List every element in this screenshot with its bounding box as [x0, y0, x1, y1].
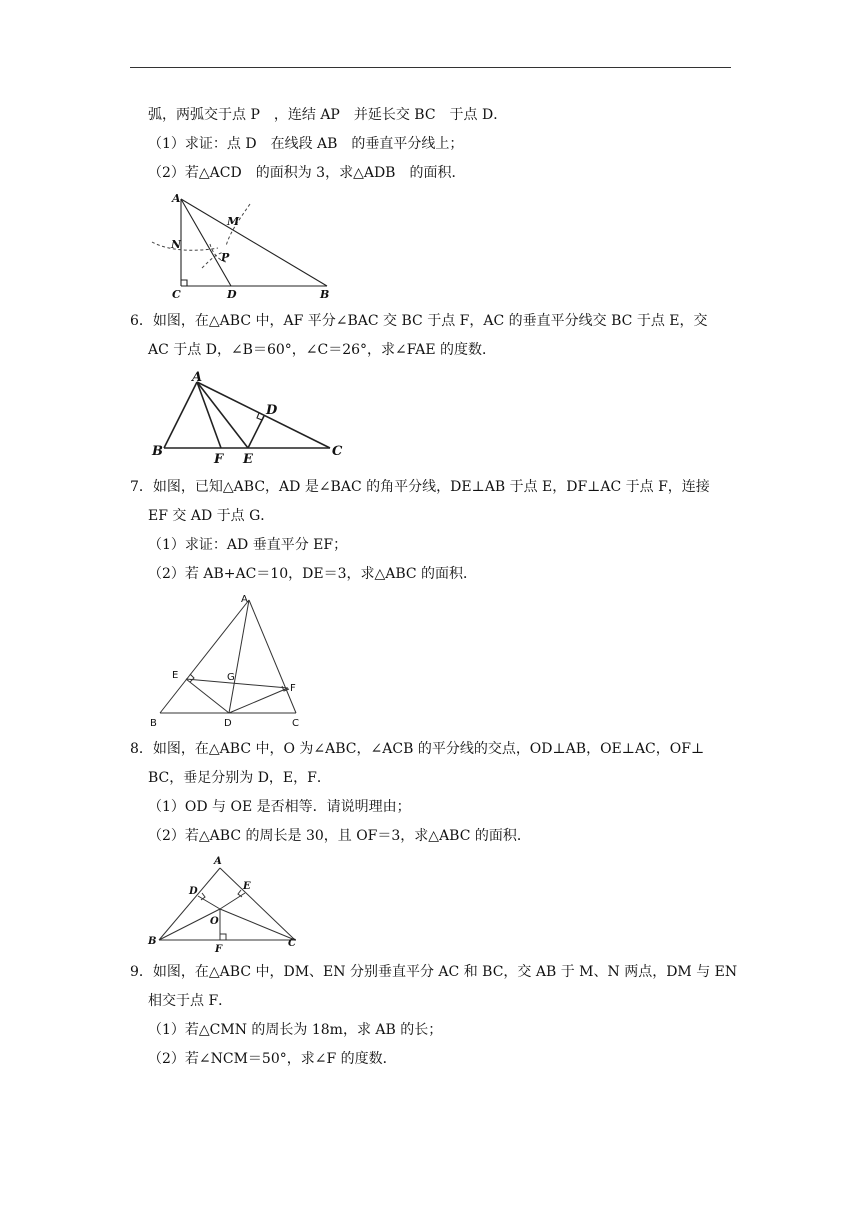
- header-rule: [130, 67, 731, 68]
- label-e: E: [243, 881, 251, 892]
- segment-ab: [164, 382, 197, 448]
- segment-co: [220, 909, 295, 940]
- q6-line-1: 6．如图，在△ABC 中，AF 平分∠BAC 交 BC 于点 F，AC 的垂直平分线交 BC 于点 E，交: [130, 313, 708, 329]
- label-e: E: [172, 670, 179, 681]
- right-angle-d: [201, 893, 205, 900]
- label-c: C: [288, 938, 296, 949]
- segment-ac: [249, 600, 296, 713]
- right-angle-c: [181, 280, 187, 286]
- label-f: F: [290, 683, 296, 694]
- q9-line-2: 相交于点 F．: [148, 993, 233, 1009]
- label-g: G: [227, 672, 235, 683]
- label-p: P: [221, 251, 230, 264]
- q8-part-1: （1）OD 与 OE 是否相等．请说明理由；: [148, 799, 411, 815]
- right-angle-e: [190, 674, 194, 682]
- segment-df: [229, 688, 288, 713]
- segment-de: [186, 679, 229, 713]
- label-c: C: [292, 718, 299, 729]
- q9-line-1: 9．如图，在△ABC 中，DM、EN 分别垂直平分 AC 和 BC，交 AB 于 M、N 两点，DM 与 EN: [130, 964, 738, 980]
- label-f: F: [215, 944, 223, 955]
- figure-q7: [142, 590, 312, 730]
- label-b: B: [152, 444, 163, 459]
- label-c: C: [332, 444, 343, 459]
- q7-line-2: EF 交 AD 于点 G．: [148, 508, 275, 524]
- label-d: D: [189, 886, 198, 897]
- label-b: B: [320, 288, 330, 301]
- label-a: A: [192, 370, 203, 385]
- label-d: D: [227, 288, 237, 301]
- label-m: M: [227, 215, 240, 228]
- segment-ae: [197, 382, 248, 448]
- segment-ed: [248, 416, 264, 448]
- label-d: D: [224, 718, 232, 729]
- figure-q5: [140, 190, 340, 302]
- q5-part-1: （1）求证：点 D 在线段 AB 的垂直平分线上；: [148, 136, 464, 152]
- q7-line-1: 7．如图，已知△ABC，AD 是∠BAC 的角平分线，DE⊥AB 于点 E，DF⊥AC 于点 F，连接: [130, 479, 710, 495]
- segment-od: [198, 896, 220, 909]
- q9-part-2: （2）若∠NCM＝50°，求∠F 的度数．: [148, 1051, 397, 1067]
- label-f: F: [214, 452, 224, 467]
- label-e: E: [243, 452, 253, 467]
- segment-ac: [220, 868, 295, 940]
- figure-q8: [140, 852, 310, 960]
- right-angle-e: [238, 890, 242, 897]
- q7-part-1: （1）求证：AD 垂直平分 EF；: [148, 537, 348, 553]
- q8-line-1: 8．如图，在△ABC 中，O 为∠ABC，∠ACB 的平分线的交点，OD⊥AB，OE⊥AC，OF⊥: [130, 741, 705, 757]
- q5-part-2: （2）若△ACD 的面积为 3，求△ADB 的面积．: [148, 165, 466, 181]
- label-o: O: [210, 916, 219, 927]
- segment-ab: [181, 199, 327, 286]
- q7-part-2: （2）若 AB+AC＝10，DE＝3，求△ABC 的面积．: [148, 566, 478, 582]
- label-a: A: [241, 594, 248, 605]
- q9-part-1: （1）若△CMN 的周长为 18m，求 AB 的长；: [148, 1022, 443, 1038]
- label-b: B: [148, 936, 157, 947]
- label-b: B: [150, 718, 157, 729]
- segment-ab: [160, 600, 249, 713]
- label-c: C: [172, 288, 181, 301]
- segment-ad: [229, 600, 249, 713]
- right-angle-f: [220, 934, 226, 940]
- q5-line-1: 弧，两弧交于点 P ，连结 AP 并延长交 BC 于点 D．: [148, 107, 508, 123]
- q6-line-2: AC 于点 D，∠B＝60°，∠C＝26°，求∠FAE 的度数．: [148, 342, 497, 358]
- figure-q6: [148, 368, 353, 468]
- segment-ad: [181, 199, 231, 286]
- q8-line-2: BC，垂足分别为 D，E，F．: [148, 770, 331, 786]
- label-n: N: [171, 238, 182, 251]
- q8-part-2: （2）若△ABC 的周长是 30，且 OF＝3，求△ABC 的面积．: [148, 828, 531, 844]
- label-a: A: [172, 192, 181, 205]
- label-d: D: [266, 403, 278, 418]
- label-a: A: [214, 856, 222, 867]
- segment-ef: [186, 679, 288, 688]
- segment-oe: [220, 893, 245, 909]
